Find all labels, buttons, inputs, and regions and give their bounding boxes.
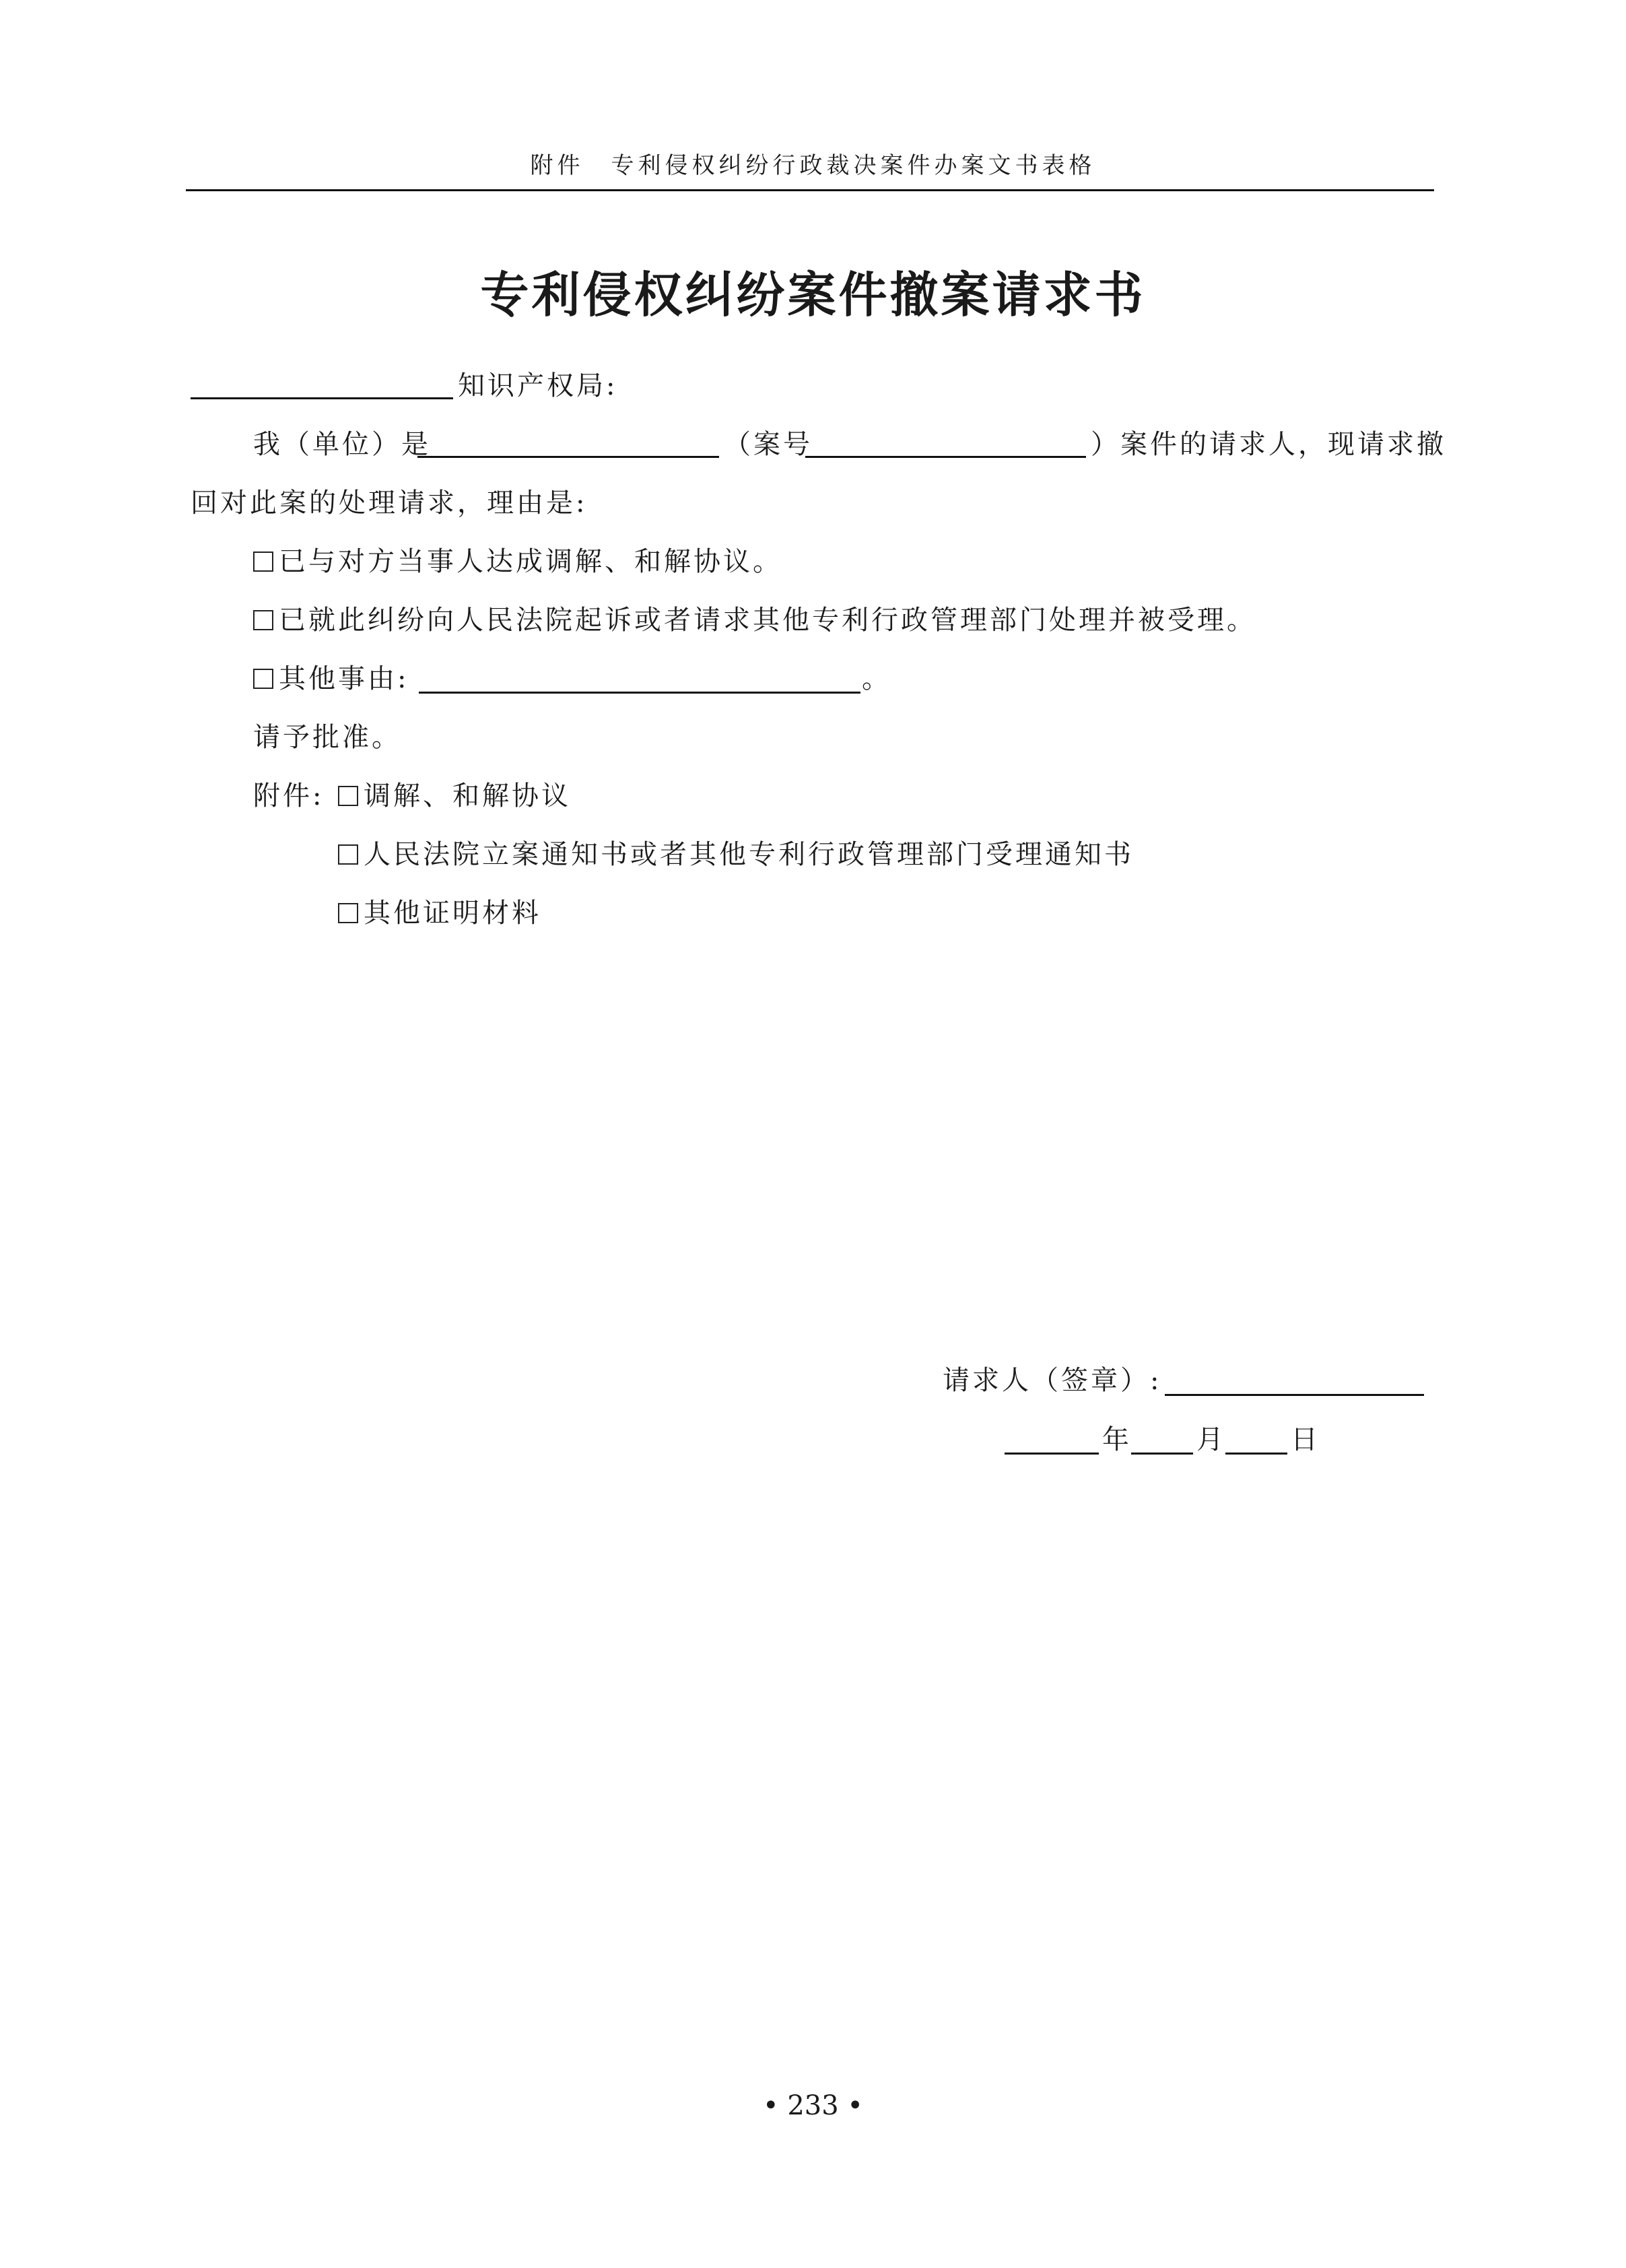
checkbox[interactable] [338, 844, 358, 865]
header-rule [186, 189, 1434, 191]
case-number-blank[interactable] [805, 456, 1086, 458]
intro-part1: 我（单位）是 [253, 429, 431, 460]
reason-item-other[interactable] [253, 660, 409, 698]
attachment-item-notice[interactable] [338, 836, 1134, 873]
intro-part3: ）案件的请求人，现请求撤 [1091, 429, 1446, 460]
checkbox[interactable] [253, 552, 273, 572]
attachment-item-agreement[interactable] [338, 777, 571, 815]
year-blank[interactable] [1005, 1453, 1099, 1455]
reason-text: 已与对方当事人达成调解、和解协议。 [279, 546, 782, 577]
page-number: • 233 • [763, 2090, 863, 2121]
attachment-text: 调解、和解协议 [364, 780, 571, 811]
attachment-text: 其他证明材料 [364, 898, 541, 929]
intro-part2: （案号 [724, 429, 813, 460]
signature-blank[interactable] [1165, 1394, 1424, 1396]
signature-label: 请求人（签章）: [943, 1365, 1162, 1396]
attachment-item-other-proof[interactable] [338, 894, 541, 932]
addressee-suffix: 知识产权局: [458, 370, 618, 401]
other-reason-blank[interactable] [419, 692, 860, 694]
running-header: 附件 专利侵权纠纷行政裁决案件办案文书表格 [530, 152, 1096, 179]
reason-text: 已就此纠纷向人民法院起诉或者请求其他专利行政管理部门处理并被受理。 [279, 605, 1256, 636]
attachment-text: 人民法院立案通知书或者其他专利行政管理部门受理通知书 [364, 839, 1134, 870]
day-label: 日 [1291, 1424, 1320, 1455]
addressee-blank[interactable] [191, 397, 453, 399]
checkbox[interactable] [338, 786, 358, 806]
requester-name-blank[interactable] [417, 456, 719, 458]
other-reason-end: 。 [862, 663, 891, 694]
attachments-label: 附件: [253, 780, 325, 811]
reason-item-mediation[interactable] [253, 543, 782, 580]
reason-item-litigation[interactable] [253, 601, 1256, 639]
checkbox[interactable] [253, 610, 273, 630]
day-blank[interactable] [1225, 1453, 1287, 1455]
approval-text: 请予批准。 [253, 722, 401, 753]
checkbox[interactable] [338, 903, 358, 923]
document-title: 专利侵权纠纷案件撤案请求书 [480, 266, 1146, 323]
checkbox[interactable] [253, 669, 273, 689]
year-label: 年 [1102, 1424, 1132, 1455]
reason-text: 其他事由: [279, 663, 409, 694]
month-blank[interactable] [1131, 1453, 1193, 1455]
month-label: 月 [1196, 1424, 1226, 1455]
intro-line2: 回对此案的处理请求，理由是: [191, 488, 588, 519]
